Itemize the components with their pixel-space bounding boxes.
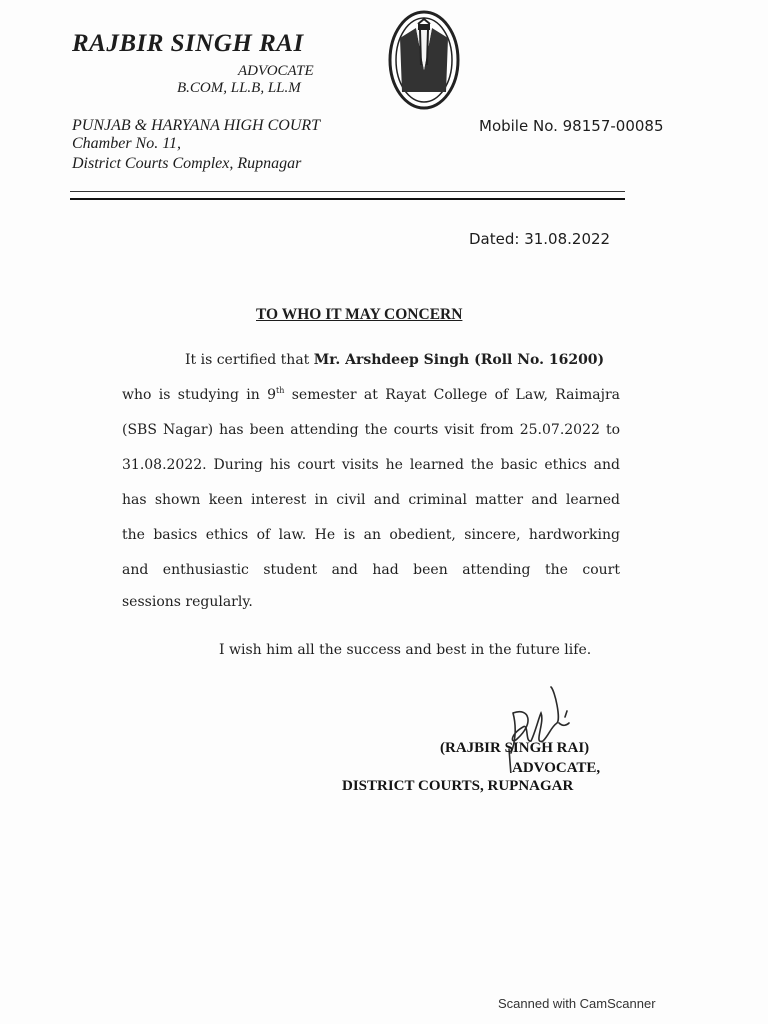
chamber-number: Chamber No. 11, <box>72 135 182 152</box>
body-line-2 <box>122 387 620 403</box>
body-line-8: sessions regularly. <box>122 594 253 610</box>
mobile-number: Mobile No. 98157-00085 <box>479 117 664 135</box>
letter-heading: TO WHO IT MAY CONCERN <box>256 306 463 323</box>
body-line-7: and enthusiastic student and had been attending the court <box>122 562 620 578</box>
signatory-place: DISTRICT COURTS, RUPNAGAR <box>342 778 574 794</box>
letterhead-divider-thick <box>70 198 625 200</box>
student-name-roll: Mr. Arshdeep Singh (Roll No. 16200) <box>313 352 605 368</box>
advocate-emblem-icon <box>388 10 460 110</box>
signatory-title: ADVOCATE, <box>512 760 601 776</box>
body-line-5: has shown keen interest in civil and criminal matter and learned <box>122 492 620 508</box>
body-line-1 <box>185 352 604 368</box>
scanner-watermark: Scanned with CamScanner <box>498 996 656 1011</box>
court-complex: District Courts Complex, Rupnagar <box>72 155 302 172</box>
body-line-2-post: semester at Rayat College of Law, Raimajra <box>284 387 620 403</box>
advocate-title: ADVOCATE <box>238 63 314 79</box>
body-line-4: 31.08.2022. During his court visits he learned the basic ethics and <box>122 457 620 473</box>
body-line-6: the basics ethics of law. He is an obedient, sincere, hardworking <box>122 527 620 543</box>
letterhead-divider-thin <box>70 191 625 192</box>
closing-wish: I wish him all the success and best in the future life. <box>219 642 592 658</box>
body-line-3: (SBS Nagar) has been attending the courts visit from 25.07.2022 to <box>122 422 620 438</box>
body-line-1-text: It is certified that <box>185 352 314 368</box>
court-name: PUNJAB & HARYANA HIGH COURT <box>72 117 321 134</box>
advocate-qualifications: B.COM, LL.B, LL.M <box>177 80 301 96</box>
advocate-name: RAJBIR SINGH RAI <box>72 30 304 57</box>
letter-date: Dated: 31.08.2022 <box>469 230 611 248</box>
signatory-name: (RAJBIR SINGH RAI) <box>440 740 590 756</box>
body-line-2-pre: who is studying in 9 <box>122 387 277 403</box>
semester-suffix: th <box>276 386 285 395</box>
